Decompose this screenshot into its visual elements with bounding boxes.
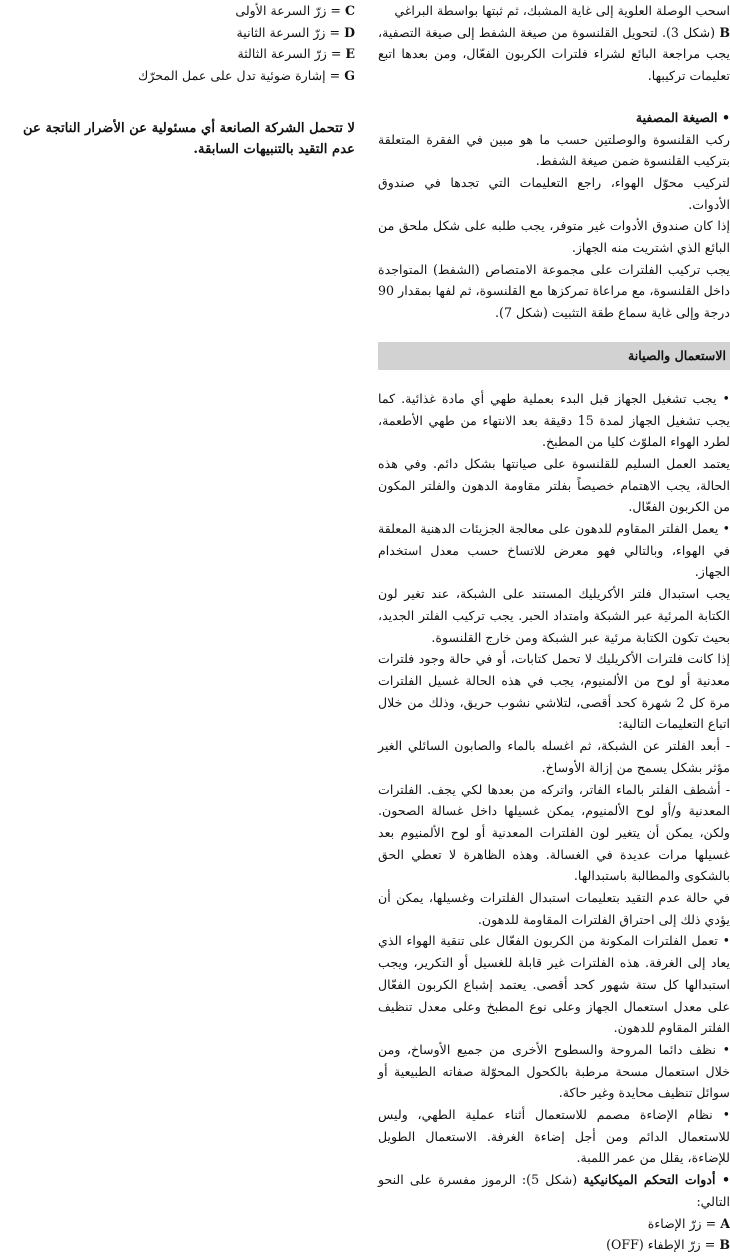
intro-line-2-text: (شكل 3). لتحويل القلنسوة من صيغة الشفط إلى صيغة التصفية، يجب مراجعة البائع لشراء فلترات الكربون الفعّال، ومن بعدها اتبع تعليمات تركيبها. — [378, 24, 730, 84]
key-text-b: = زرّ الإطفاء (OFF) — [606, 1237, 716, 1253]
filter-paragraph-4: يجب تركيب الفلترات على مجموعة الامتصاص (الشفط) المتواجدة داخل القلنسوة، مع مراعاة تمركزها مع القلنسوة، ثم لفها بمقدار 90 درجة وإلى غاية سماع طقة التثبيت (شكل 7). — [378, 261, 730, 321]
key-text-a: = زرّ الإضاءة — [647, 1215, 717, 1231]
key-letter-b: B — [719, 1237, 730, 1253]
key-row-g — [0, 65, 355, 87]
controls-heading: • أدوات التحكم الميكانيكية — [583, 1172, 730, 1188]
key-row-d — [0, 22, 355, 44]
key-row-a — [378, 1213, 730, 1235]
intro-line-1: اسحب الوصلة العلوية إلى غاية المشبك، ثم ثبتها بواسطة البراغي — [394, 3, 730, 18]
left-column — [0, 0, 355, 173]
use-paragraph-2: يعتمد العمل السليم للقلنسوة على صيانتها بشكل دائم. وفي هذه الحالة، يجب الاهتمام خصيصاً بفلتر مقاومة الدهون والفلتر المكون من الكربون الفعّال. — [378, 455, 730, 515]
key-letter-d: D — [344, 24, 355, 40]
use-paragraph-5: إذا كانت فلترات الأكريليك لا تحمل كتابات، أو في حالة وجود فلترات معدنية أو لوح من الألمنيوم، يجب في هذه الحالة غسيل الفلترات مرة كل 2 شهرة كحد أقصى، لتلاشي نشوب حريق، وذلك من خلال اتباع التعليمات التالية: — [378, 651, 730, 732]
key-text-g: = إشارة ضوئية تدل على عمل المحرّك — [137, 68, 341, 84]
key-letter-g: G — [344, 68, 355, 84]
use-paragraph-4: يجب استبدال فلتر الأكريليك المستند على الشبكة، عند تغير لون الكتابة المرئية عبر الشبكة وامتداد الحبر. يجب تركيب الفلتر الجديد، بحيث تكون الكتابة مرئية عبر الشبكة ومن خارج القلنسوة. — [378, 586, 730, 645]
controls-text: (شكل 5): الرموز مفسرة على النحو التالي: — [378, 1172, 730, 1209]
key-letter-c: C — [344, 3, 355, 18]
use-paragraph-8: في حالة عدم التقيد بتعليمات استبدال الفلترات وغسيلها، يمكن أن يؤدي ذلك إلى احتراق الفلترات المقاومة للدهون. — [378, 890, 730, 927]
use-paragraph-3: • يعمل الفلتر المقاوم للدهون على معالجة الجزيئات الدهنية المعلقة في الهواء، وبالتالي فهو معرض للاتساخ حسب معدل استخدام الجهاز. — [378, 521, 730, 580]
filter-paragraph-1: ركب القلنسوة والوصلتين حسب ما هو مبين في الفقرة المتعلقة بتركيب القلنسوة ضمن صيغة الشفط. — [378, 131, 730, 169]
key-text-d: = زرّ السرعة الثانية — [236, 24, 341, 40]
key-row-b — [378, 1234, 730, 1256]
filter-paragraph-3: إذا كان صندوق الأدوات غير متوفر، يجب طلبه على شكل ملحق من البائع الذي اشتريت منه الجهاز. — [378, 218, 730, 256]
right-column — [378, 0, 730, 1256]
key-text-e: = زرّ السرعة الثالثة — [237, 46, 342, 62]
use-paragraph-1: • يجب تشغيل الجهاز قبل البدء بعملية طهي أي مادة غذائية. كما يجب تشغيل الجهاز لمدة 15 دقيقة بعد الانتهاء من طهي الأطعمة، لطرد الهواء الملوّث كليا من المطبخ. — [378, 390, 730, 450]
key-text-c: = زرّ السرعة الأولى — [235, 3, 341, 18]
key-row-c — [0, 0, 355, 22]
use-paragraph-6: - أبعد الفلتر عن الشبكة، ثم اغسله بالماء والصابون السائلي الغير مؤثر بشكل يسمح من إزالة الأوساخ. — [378, 738, 730, 775]
filter-paragraph-2: لتركيب محوّل الهواء، راجع التعليمات التي تجدها في صندوق الأدوات. — [378, 174, 730, 212]
section-title-use-maintenance: الاستعمال والصيانة — [378, 342, 730, 370]
key-letter-e: E — [345, 46, 355, 62]
use-paragraph-9: • تعمل الفلترات المكونة من الكربون الفعّال على تنقية الهواء الذي يعاد إلى الغرفة. هذه الفلترات غير قابلة للغسيل أو التكرير، ويجب استبدالها كل ستة شهور كحد أقصى. يعتمد إشباع الكربون الفعّال على معدل استعمال الجهاز وعلى نوع المطبخ وعلى معدل تنظيف الفلتر المقاوم للدهون. — [378, 933, 730, 1036]
controls-paragraph — [378, 1169, 730, 1212]
use-paragraph-7: - أشطف الفلتر بالماء الفاتر، واتركه من بعدها لكي يجف. الفلترات المعدنية و/أو لوح الألمنيوم، يمكن غسيلها داخل غسالة الصحون. ولكن، يمكن أن يتغير لون الفلترات المعدنية أو لوح الألمنيوم بعد غسيلها مرات عديدة في الغسالة. وهذه الظاهرة لا تعطي الحق بالشكوى والمطالبة باستبدالها. — [378, 781, 730, 884]
filter-mode-heading: • الصيغة المصفية — [635, 109, 730, 125]
use-paragraph-11: • نظام الإضاءة مصمم للاستعمال أثناء عملية الطهي، وليس للاستعمال الدائم ومن أجل إضاءة الغرفة. الاستعمال الطويل للإضاءة، يقلل من عمر اللمبة. — [378, 1107, 730, 1166]
manufacturer-warning: لا تتحمل الشركة الصانعة أي مسئولية عن الأضرار الناتجة عن عدم التقيد بالتنبيهات السابقة. — [22, 120, 355, 157]
key-row-e — [0, 43, 355, 65]
key-letter-a: A — [720, 1215, 730, 1231]
intro-line-2 — [378, 22, 730, 87]
use-paragraph-10: • نظف دائما المروحة والسطوح الأخرى من جميع الأوساخ، ومن خلال استعمال مسحة مرطبة بالكحول المحوّلة صفاته الطبيعية أو سوائل تنظيف محايدة وغير حاكة. — [378, 1041, 730, 1101]
figure-letter-b: B — [719, 24, 730, 40]
controls-legend — [0, 0, 355, 87]
